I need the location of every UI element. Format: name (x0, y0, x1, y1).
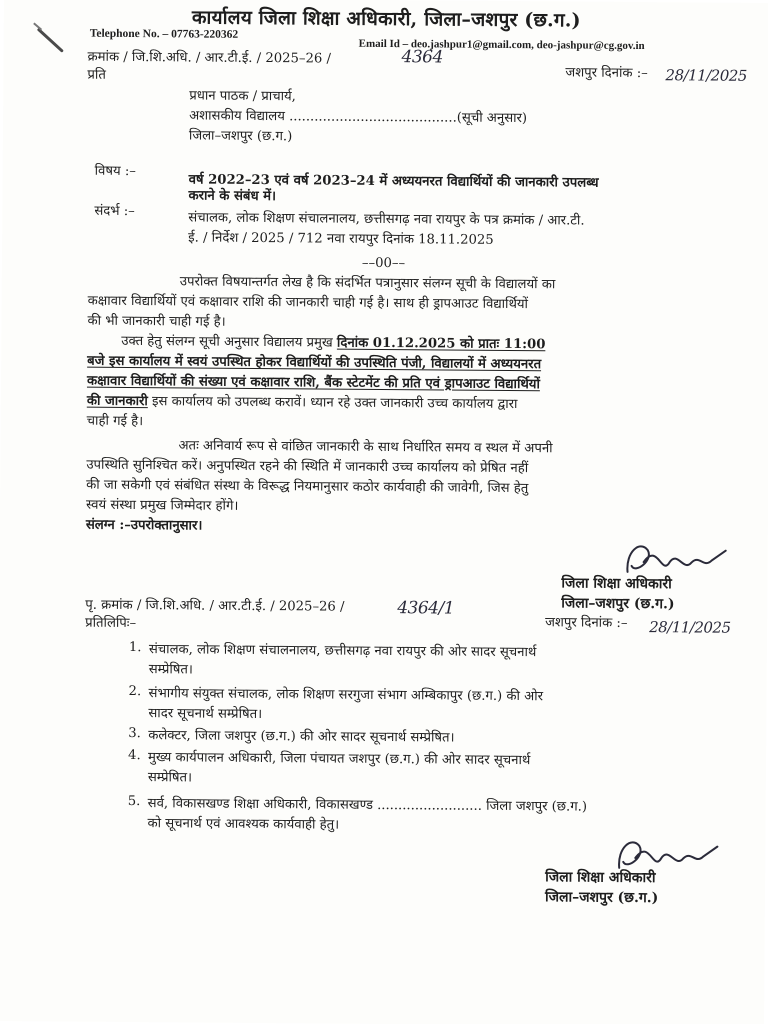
list-item (148, 726, 733, 751)
enclosure-line: संलग्न :–उपरोक्तानुसार। (85, 517, 203, 534)
para2-line-4-bold: की जानकारी (86, 393, 148, 410)
reference-line-2: ई. / निर्देश / 2025 / 712 नवा रायपुर दिनांक 18.11.2025 (188, 230, 494, 248)
prati-label: प्रति (87, 67, 106, 83)
list-item-line-2: सम्प्रेषित। (147, 770, 193, 786)
reference-line-1: संचालक, लोक शिक्षण संचालनालय, छत्तीसगढ़ नवा रायपुर के पत्र क्रमांक / आर.टी. (188, 210, 585, 229)
date-handwritten: 28/11/2025 (665, 66, 747, 85)
divider: ––00–– (361, 255, 406, 272)
para2-line-2: बजे इस कार्यालय में स्वयं उपस्थित होकर विद्यार्थियों की उपस्थिति पंजी, विद्यालयों में अध्ययनरत (87, 353, 542, 373)
para2-line-4 (87, 392, 518, 415)
list-item-number: 1. (128, 640, 142, 656)
para2-line-3: कक्षावार विद्यार्थियों की संख्या एवं कक्षावार राशि, बैंक स्टेटमेंट की प्रति एवं ड्रापआउट विद्यार्थियों (86, 373, 540, 393)
para2-line-5: चाही गई है। (86, 413, 144, 430)
para3-line-3: की जा सकेगी एवं संबंधित संस्था के विरूद्ध नियमानुसार कठोर कार्यवाही की जावेगी, जिस हेतु (86, 477, 529, 497)
copy-date-handwritten: 28/11/2025 (649, 618, 731, 637)
reference-label: संदर्भ :– (94, 203, 135, 220)
reference-number-handwritten: 4364 (401, 47, 443, 68)
para2-line-4-text: इस कार्यालय को उपलब्ध करावें। ध्यान रहे उक्त जानकारी उच्च कार्यालय द्वारा (147, 394, 518, 413)
para1-line-2: कक्षावार विद्यार्थियों एवं कक्षावार राशि की जानकारी चाही गई है। साथ ही ड्रापआउट विद्यार्थियों (87, 293, 529, 313)
date-label: जशपुर दिनांक :– (565, 65, 648, 82)
signature-1-title: जिला शिक्षा अधिकारी (561, 575, 672, 593)
list-item (148, 684, 733, 729)
list-item-number: 2. (128, 683, 142, 700)
signature-2-place: जिला–जशपुर (छ.ग.) (544, 889, 659, 907)
signature-2-title: जिला शिक्षा अधिकारी (545, 869, 656, 887)
para3-line-2: उपस्थिति सुनिश्चित करें। अनुपस्थित रहने की स्थिति में जानकारी उच्च कार्यालय को प्रेषित नहीं (86, 457, 529, 477)
para2-meeting-date: दिनांक 01.12.2025 को प्रातः 11:00 (336, 335, 546, 353)
list-item-number: 4. (128, 747, 141, 764)
list-item-number: 5. (127, 793, 141, 810)
addressee-line-1: प्रधान पाठक / प्राचार्य, (189, 88, 296, 105)
office-title: कार्यालय जिला शिक्षा अधिकारी, जिला–जशपुर (छ.ग.) (191, 6, 581, 32)
para1-line-3: की भी जानकारी चाही गई है। (87, 313, 226, 330)
list-item-line-1: कलेक्टर, जिला जशपुर (छ.ग.) की ओर सादर सूचनार्थ सम्प्रेषित। (148, 728, 455, 746)
list-item-line-1: मुख्य कार्यपालन अधिकारी, जिला पंचायत जशपुर (छ.ग.) की ओर सादर सूचनार्थ (148, 750, 531, 769)
list-item (149, 640, 734, 685)
list-item (148, 748, 733, 793)
para3-line-4: स्वयं संस्था प्रमुख जिम्मेदार होंगे। (85, 497, 239, 514)
copy-date-label: जशपुर दिनांक :– (545, 615, 628, 631)
list-item-number: 3. (128, 725, 141, 742)
pen-mark (37, 28, 64, 53)
copy-reference-label: पृ. क्रमांक / जि.शि.अधि. / आर.टी.ई. / 2025–26 / (85, 597, 345, 615)
addressee-line-2: अशासकीय विद्यालय ........................................(सूची अनुसार) (189, 108, 528, 127)
list-item-line-2: को सूचनार्थ एवं आवश्यक कार्यवाही हेतु। (147, 816, 340, 833)
addressee-line-3: जिला–जशपुर (छ.ग.) (188, 128, 293, 145)
subject-label: विषय :– (94, 163, 136, 180)
telephone-number: Telephone No. – 07763-220362 (89, 27, 239, 41)
subject-line-1: वर्ष 2022–23 एवं वर्ष 2023–24 में अध्ययनरत विद्यार्थियों की जानकारी उपलब्ध (188, 172, 599, 191)
signature-1-place: जिला–जशपुर (छ.ग.) (561, 595, 675, 613)
list-item-line-1: संचालक, लोक शिक्षण संचालनालय, छत्तीसगढ़ नवा रायपुर की ओर सादर सूचनार्थ (148, 642, 537, 661)
para2-line-1-text: उक्त हेतु संलग्न सूची अनुसार विद्यालय प्रमुख (121, 333, 338, 351)
list-item-line-2: सादर सूचनार्थ सम्प्रेषित। (148, 706, 263, 723)
copy-reference-handwritten: 4364/1 (397, 598, 455, 619)
subject-line-2: कराने के संबंध में। (188, 188, 277, 205)
para3-line-1: अतः अनिवार्य रूप से वांछित जानकारी के साथ निर्धारित समय व स्थल में अपनी (178, 438, 553, 457)
pratilipi-label: प्रतिलिपिः– (85, 615, 137, 632)
email-ids: Email Id – deo.jashpur1@gmail.com, deo-jashpur@cg.gov.in (358, 37, 645, 53)
list-item-line-1: सर्व, विकासखण्ड शिक्षा अधिकारी, विकासखण्ड ......................... जिला जशपुर (छ.ग.) (147, 796, 588, 815)
reference-number-label: क्रमांक / जि.शि.अधि. / आर.टी.ई. / 2025–26 / (87, 49, 331, 67)
list-item-line-1: संभागीय संयुक्त संचालक, लोक शिक्षण सरगुजा संभाग अम्बिकापुर (छ.ग.) की ओर (148, 686, 544, 705)
para1-line-1: उपरोक्त विषयान्तर्गत लेख है कि संदर्भित पत्रानुसार संलग्न सूची के विद्यालयों का (179, 274, 556, 293)
list-item-line-2: सम्प्रेषित। (148, 662, 193, 678)
